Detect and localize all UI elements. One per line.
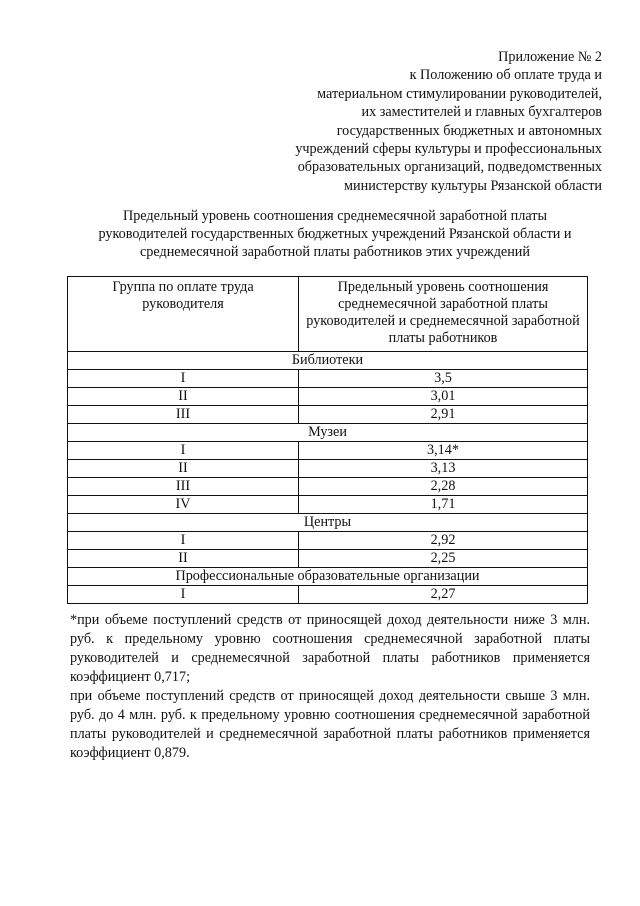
- header-ratio-cell: Предельный уровень соотношения среднемесячной заработной платы руководителей и среднемесячной заработной платы работников: [299, 277, 588, 352]
- table-row: [68, 442, 588, 460]
- title-line: руководителей государственных бюджетных учреждений Рязанской области и: [98, 226, 572, 243]
- header-group-cell: Группа по оплате труда руководителя: [68, 277, 299, 352]
- ratio-cell: 2,92: [299, 532, 588, 550]
- table-body: [68, 352, 588, 604]
- group-cell: II: [68, 388, 299, 406]
- group-cell: II: [68, 460, 299, 478]
- ratio-cell: 2,28: [299, 478, 588, 496]
- ratio-cell: 3,14*: [299, 442, 588, 460]
- appendix-line: их заместителей и главных бухгалтеров: [361, 104, 602, 121]
- section-header-row: [68, 568, 588, 586]
- appendix-line: к Положению об оплате труда и: [409, 67, 602, 84]
- table-row: [68, 550, 588, 568]
- appendix-line: государственных бюджетных и автономных: [336, 122, 602, 139]
- ratio-cell: 2,27: [299, 586, 588, 604]
- section-header-row: [68, 514, 588, 532]
- table-row: [68, 388, 588, 406]
- title-line: среднемесячной заработной платы работников этих учреждений: [140, 244, 530, 261]
- appendix-line: министерству культуры Рязанской области: [344, 177, 602, 194]
- table-row: [68, 478, 588, 496]
- footnote-paragraph: *при объеме поступлений средств от приносящей доход деятельности ниже 3 млн. руб. к предельному уровню соотношения среднемесячной заработной платы руководителей и среднемесячной заработной платы работников применяется коэффициент 0,717;: [70, 612, 590, 685]
- table-row: [68, 460, 588, 478]
- appendix-line: образовательных организаций, подведомственных: [297, 159, 602, 176]
- ratio-cell: 2,25: [299, 550, 588, 568]
- footnote-paragraph: при объеме поступлений средств от приносящей доход деятельности свыше 3 млн. руб. до 4 млн. руб. к предельному уровню соотношения среднемесячной заработной платы руководителей и среднемесячной заработной платы работников применяется коэффициент 0,879.: [70, 688, 590, 761]
- group-cell: I: [68, 532, 299, 550]
- group-cell: I: [68, 370, 299, 388]
- section-header-row: [68, 424, 588, 442]
- table-row: [68, 586, 588, 604]
- table-row: [68, 406, 588, 424]
- section-header-row: [68, 352, 588, 370]
- appendix-line: материальном стимулировании руководителей,: [317, 85, 602, 102]
- appendix-line: учреждений сферы культуры и профессиональных: [295, 141, 602, 158]
- group-cell: I: [68, 586, 299, 604]
- ratio-cell: 2,91: [299, 406, 588, 424]
- appendix-line: Приложение № 2: [498, 49, 602, 65]
- section-name: Центры: [68, 514, 588, 532]
- ratio-cell: 3,5: [299, 370, 588, 388]
- table-row: [68, 532, 588, 550]
- table-row: [68, 496, 588, 514]
- group-cell: II: [68, 550, 299, 568]
- group-cell: I: [68, 442, 299, 460]
- group-cell: IV: [68, 496, 299, 514]
- ratio-cell: 3,13: [299, 460, 588, 478]
- footnote: [70, 611, 590, 763]
- section-name: Библиотеки: [68, 352, 588, 370]
- section-name: Профессиональные образовательные организации: [68, 568, 588, 586]
- table-row: [68, 370, 588, 388]
- group-cell: III: [68, 478, 299, 496]
- section-name: Музеи: [68, 424, 588, 442]
- title-line: Предельный уровень соотношения среднемесячной заработной платы: [122, 208, 548, 224]
- ratio-cell: 3,01: [299, 388, 588, 406]
- ratio-cell: 1,71: [299, 496, 588, 514]
- group-cell: III: [68, 406, 299, 424]
- salary-ratio-table: [67, 276, 588, 604]
- table-header-row: [68, 277, 588, 352]
- document-title: [70, 207, 600, 262]
- appendix-header: [295, 48, 602, 195]
